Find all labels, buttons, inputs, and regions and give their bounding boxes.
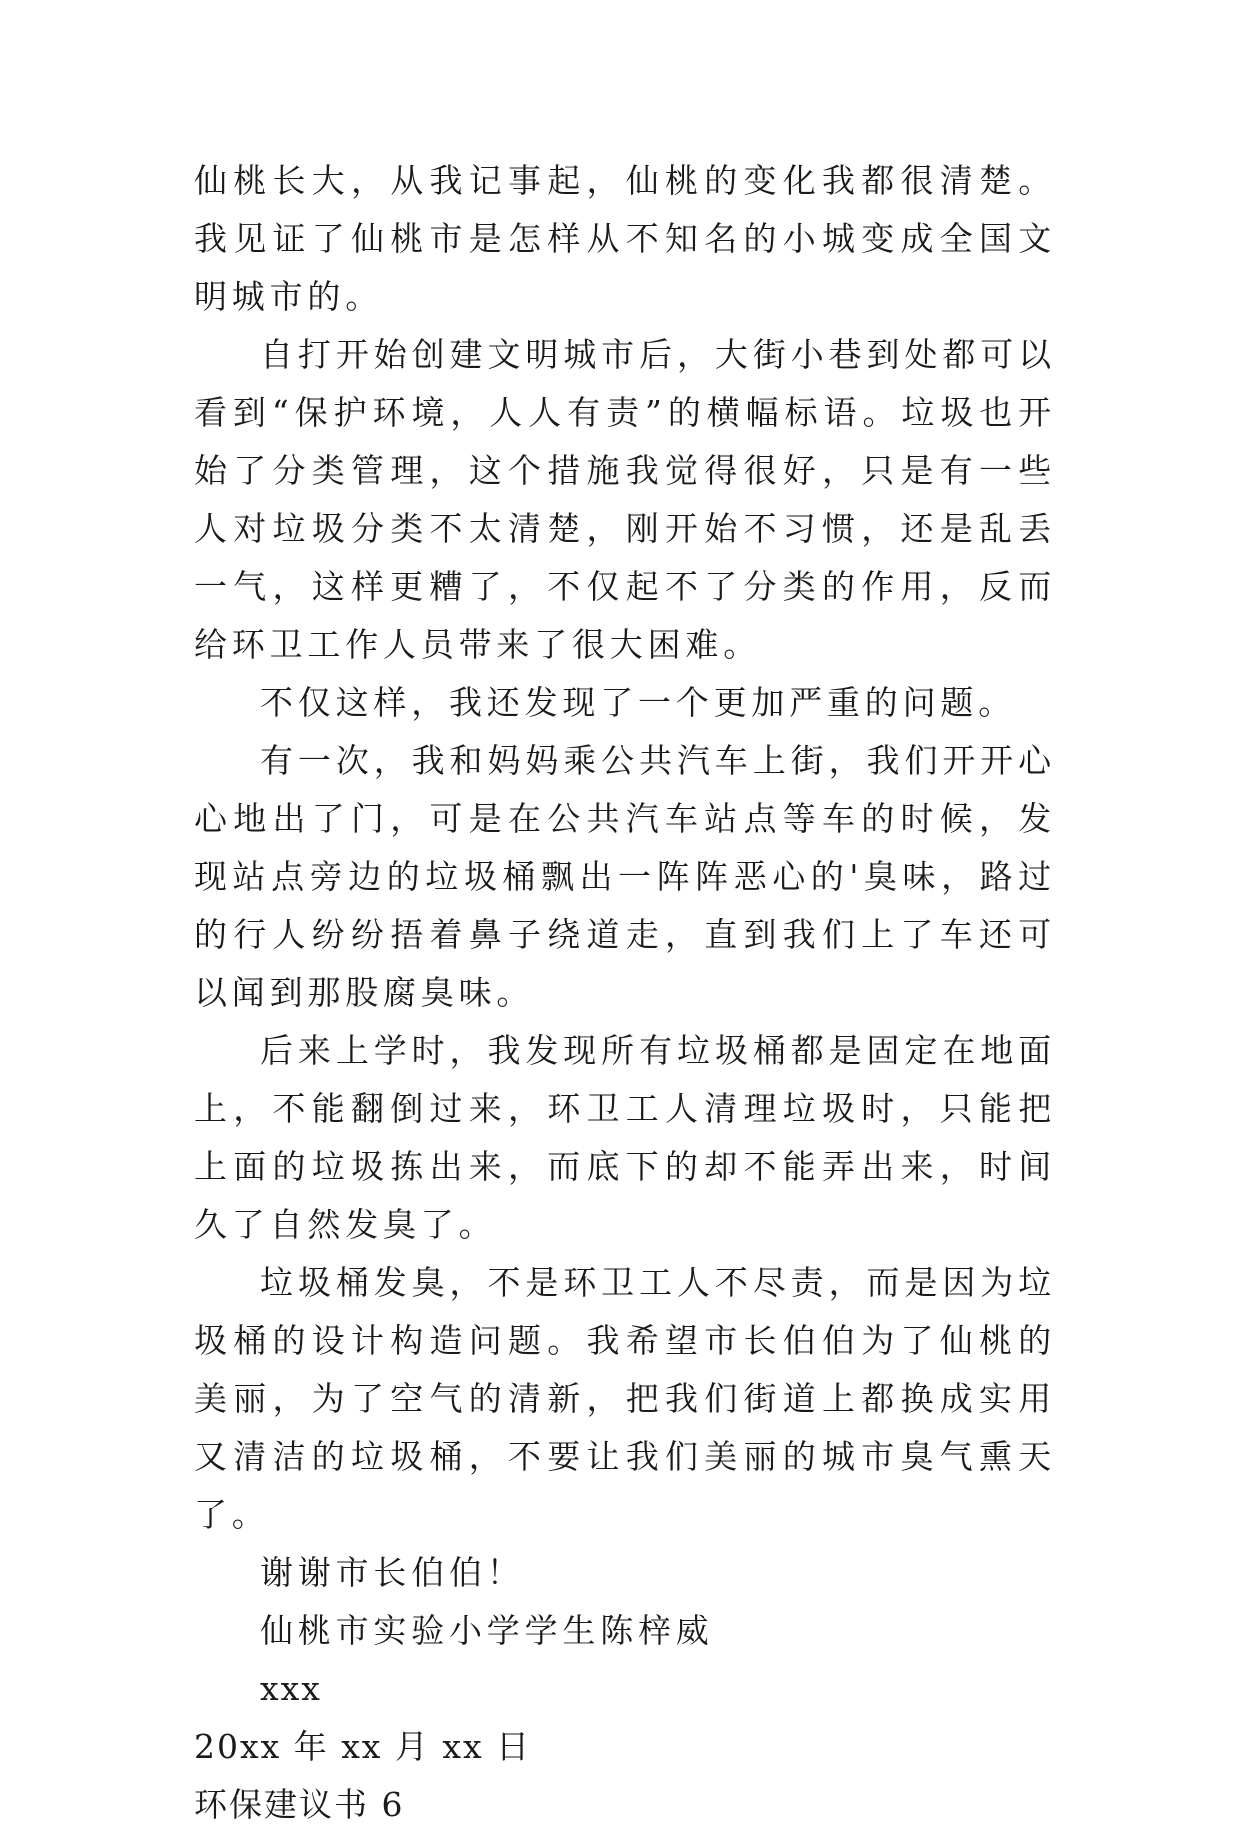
next-section-heading: 环保建议书 6 xyxy=(194,1785,405,1824)
paragraph-3: 不仅这样，我还发现了一个更加严重的问题。 xyxy=(260,683,1016,722)
paragraph-6: 垃圾桶发臭，不是环卫工人不尽责，而是因为垃圾桶的设计构造问题。我希望市长伯伯为了仙桃的美丽，为了空气的清新，把我们街道上都换成实用又清洁的垃圾桶，不要让我们美丽的城市臭气熏天了。 xyxy=(194,1263,1056,1534)
paragraph-2: 自打开始创建文明城市后，大街小巷到处都可以看到“保护环境，人人有责”的横幅标语。垃圾也开始了分类管理，这个措施我觉得很好，只是有一些人对垃圾分类不太清楚，刚开始不习惯，还是乱丢一气，这样更糟了，不仅起不了分类的作用，反而给环卫工作人员带来了很大困难。 xyxy=(194,335,1056,664)
thanks-line: 谢谢市长伯伯！ xyxy=(260,1553,525,1592)
document-page xyxy=(194,152,1056,1834)
signature-line: 仙桃市实验小学学生陈梓威 xyxy=(260,1611,714,1650)
signer-placeholder: xxx xyxy=(260,1669,322,1708)
paragraph-4: 有一次，我和妈妈乘公共汽车上街，我们开开心心地出了门，可是在公共汽车站点等车的时候，发现站点旁边的垃圾桶飘出一阵阵恶心的'臭味，路过的行人纷纷捂着鼻子绕道走，直到我们上了车还可以闻到那股腐臭味。 xyxy=(194,741,1056,1012)
paragraph-1: 仙桃长大，从我记事起，仙桃的变化我都很清楚。我见证了仙桃市是怎样从不知名的小城变成全国文明城市的。 xyxy=(194,161,1056,316)
paragraph-5: 后来上学时，我发现所有垃圾桶都是固定在地面上，不能翻倒过来，环卫工人清理垃圾时，只能把上面的垃圾拣出来，而底下的却不能弄出来，时间久了自然发臭了。 xyxy=(194,1031,1056,1244)
date-line: 20xx 年 xx 月 xx 日 xyxy=(194,1727,532,1766)
